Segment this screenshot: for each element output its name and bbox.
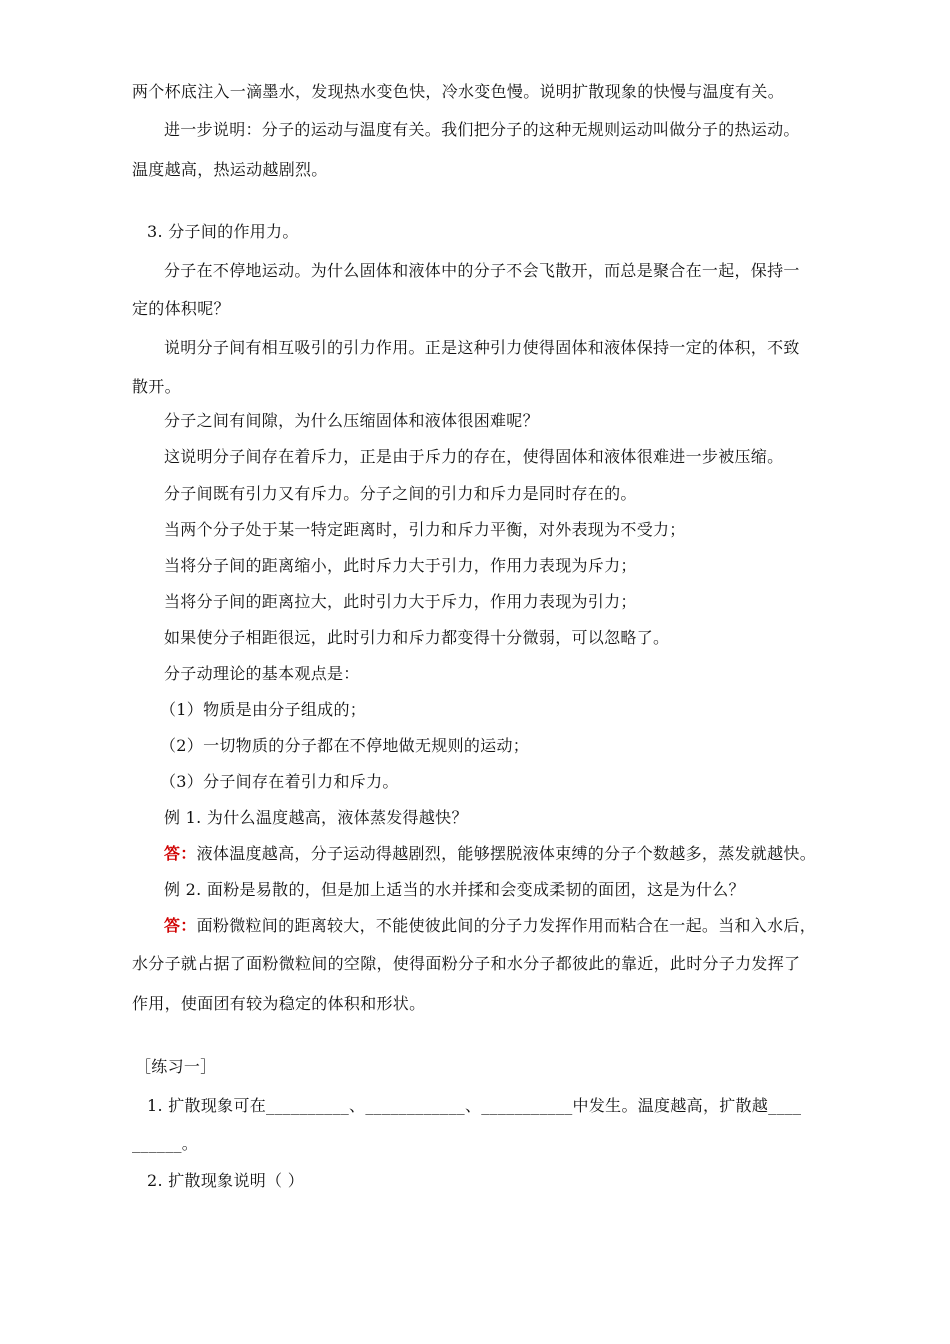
list-item: （2）一切物质的分子都在不停地做无规则的运动； — [160, 736, 530, 755]
exercise-heading: ［练习一］ — [135, 1057, 217, 1076]
statement-line: 当两个分子处于某一特定距离时，引力和斥力平衡，对外表现为不受力； — [164, 520, 686, 539]
answer-label: 答： — [164, 916, 197, 935]
question-line: 分子在不停地运动。为什么固体和液体中的分子不会飞散开，而总是聚合在一起，保持一 — [164, 261, 800, 280]
explanation-line: 说明分子间有相互吸引的引力作用。正是这种引力使得固体和液体保持一定的体积，不致 — [164, 338, 800, 357]
basic-views-heading: 分子动理论的基本观点是： — [164, 664, 360, 683]
explanation-line: 这说明分子间存在着斥力，正是由于斥力的存在，使得固体和液体很难进一步被压缩。 — [164, 447, 784, 466]
statement-line: 如果使分子相距很远，此时引力和斥力都变得十分微弱，可以忽略了。 — [164, 628, 670, 647]
explanation-line-cont: 散开。 — [132, 377, 181, 396]
answer-text-cont: 水分子就占据了面粉微粒间的空隙，使得面粉分子和水分子都彼此的靠近，此时分子力发挥了 — [132, 954, 801, 973]
statement-line: 当将分子间的距离拉大，此时引力大于斥力，作用力表现为引力； — [164, 592, 637, 611]
paragraph-thermal-motion-cont: 温度越高，热运动越剧烈。 — [132, 160, 328, 179]
paragraph-diffusion-temperature: 两个杯底注入一滴墨水，发现热水变色快，冷水变色慢。说明扩散现象的快慢与温度有关。 — [132, 82, 785, 101]
statement-line: 分子间既有引力又有斥力。分子之间的引力和斥力是同时存在的。 — [164, 484, 637, 503]
exercise-question: 1. 扩散现象可在__________、____________、___________中发生。温度越高，扩散越____ — [147, 1096, 802, 1115]
question-line: 分子之间有间隙，为什么压缩固体和液体很困难呢？ — [164, 411, 539, 430]
example-answer — [164, 844, 816, 864]
example-answer — [164, 916, 816, 936]
example-question: 例 1. 为什么温度越高，液体蒸发得越快？ — [164, 808, 468, 827]
exercise-question: 2. 扩散现象说明（ ） — [147, 1171, 305, 1190]
list-item: （1）物质是由分子组成的； — [160, 700, 367, 719]
answer-text-cont: 作用，使面团有较为稳定的体积和形状。 — [132, 994, 426, 1013]
example-question: 例 2. 面粉是易散的，但是加上适当的水并揉和会变成柔韧的面团，这是为什么？ — [164, 880, 745, 899]
paragraph-thermal-motion: 进一步说明：分子的运动与温度有关。我们把分子的这种无规则运动叫做分子的热运动。 — [164, 120, 800, 139]
exercise-question-cont: ______。 — [132, 1134, 199, 1153]
question-line-cont: 定的体积呢？ — [132, 299, 230, 318]
answer-text: 面粉微粒间的距离较大，不能使彼此间的分子力发挥作用而粘合在一起。当和入水后， — [196, 916, 817, 935]
answer-text: 液体温度越高，分子运动得越剧烈，能够摆脱液体束缚的分子个数越多，蒸发就越快。 — [196, 844, 817, 863]
list-item: （3）分子间存在着引力和斥力。 — [160, 772, 399, 791]
answer-label: 答： — [164, 844, 197, 863]
section-heading: 3. 分子间的作用力。 — [147, 222, 299, 241]
statement-line: 当将分子间的距离缩小，此时斥力大于引力，作用力表现为斥力； — [164, 556, 637, 575]
